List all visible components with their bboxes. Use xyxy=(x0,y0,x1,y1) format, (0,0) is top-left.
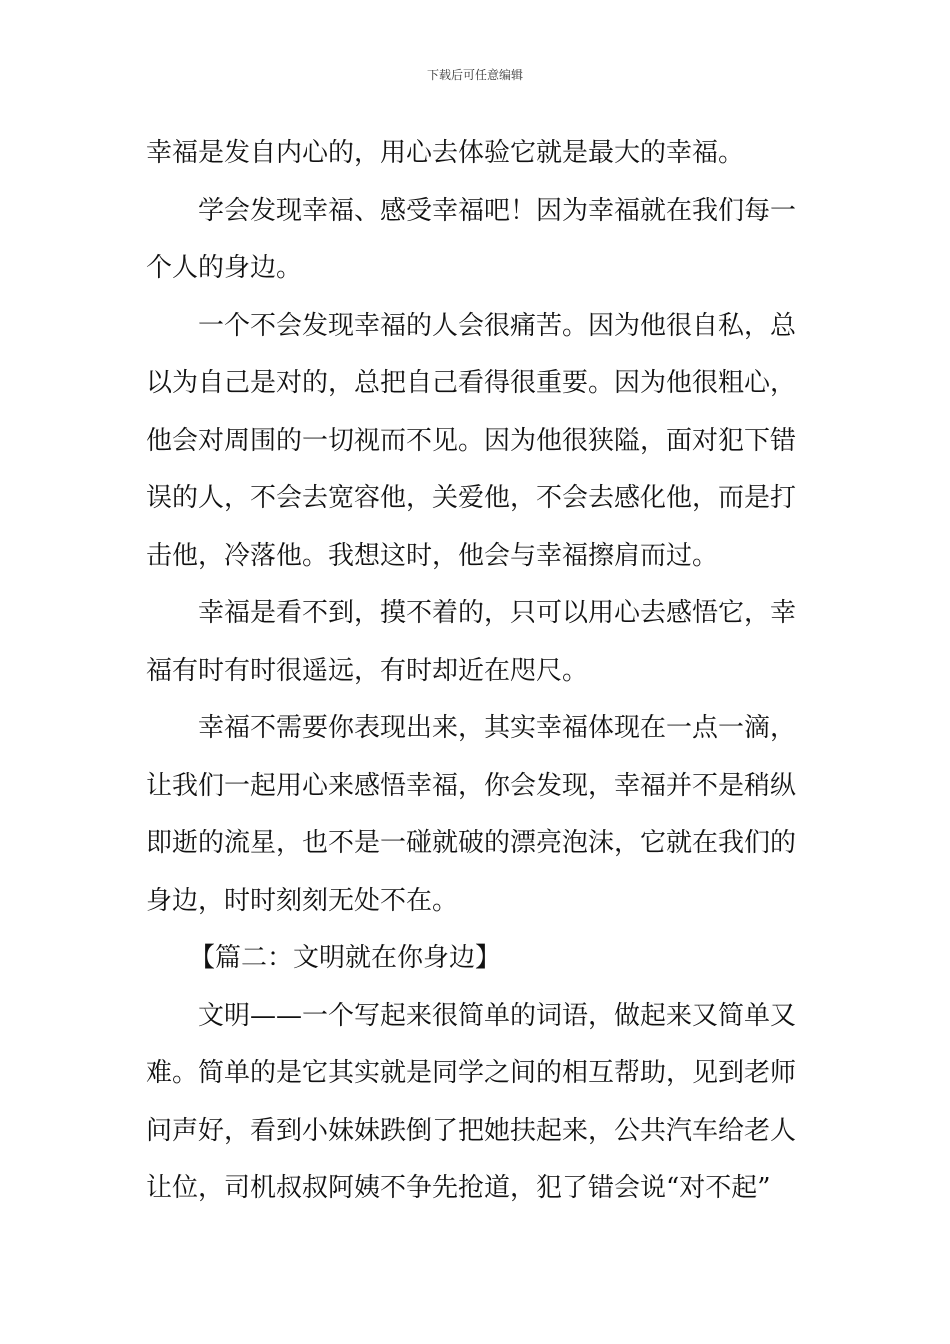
paragraph-start-line: 一个不会发现幸福的人会很痛苦。因为他很自私，总 xyxy=(198,310,797,341)
text-line: 福有时有时很遥远，有时却近在咫尺。 xyxy=(146,655,589,686)
section-heading: 【篇二：文明就在你身边】 xyxy=(189,943,502,973)
text-line: 幸福是发自内心的，用心去体验它就是最大的幸福。 xyxy=(146,138,745,168)
paragraph-start-line: 幸福是看不到，摸不着的，只可以用心去感悟它，幸 xyxy=(198,598,797,628)
text-line: 以为自己是对的，总把自己看得很重要。因为他很粗心， xyxy=(146,368,797,398)
text-line: 难。简单的是它其实就是同学之间的相互帮助，见到老师 xyxy=(146,1058,797,1088)
paragraph-start-line: 学会发现幸福、感受幸福吧！因为幸福就在我们每一 xyxy=(198,195,797,226)
text-line: 击他，冷落他。我想这时，他会与幸福擦肩而过。 xyxy=(146,540,719,571)
text-line: 身边，时时刻刻无处不在。 xyxy=(146,885,459,916)
page-header: 下载后可任意编辑 xyxy=(426,68,523,82)
paragraph-start-line: 幸福不需要你表现出来，其实幸福体现在一点一滴， xyxy=(198,713,797,743)
paragraph-start-line: 文明——一个写起来很简单的词语，做起来又简单又 xyxy=(198,1000,797,1031)
text-line: 个人的身边。 xyxy=(146,253,303,283)
text-line: 他会对周围的一切视而不见。因为他很狭隘，面对犯下错 xyxy=(146,425,797,456)
text-line: 即逝的流星，也不是一碰就破的漂亮泡沫，它就在我们的 xyxy=(146,828,797,858)
text-line: 误的人，不会去宽容他，关爱他，不会去感化他，而是打 xyxy=(146,483,797,513)
text-line: 让位，司机叔叔阿姨不争先抢道，犯了错会说“对不起” xyxy=(146,1173,771,1203)
text-line: 让我们一起用心来感悟幸福，你会发现，幸福并不是稍纵 xyxy=(146,770,797,801)
document-body xyxy=(146,125,806,1218)
text-line: 问声好，看到小妹妹跌倒了把她扶起来，公共汽车给老人 xyxy=(146,1115,797,1146)
